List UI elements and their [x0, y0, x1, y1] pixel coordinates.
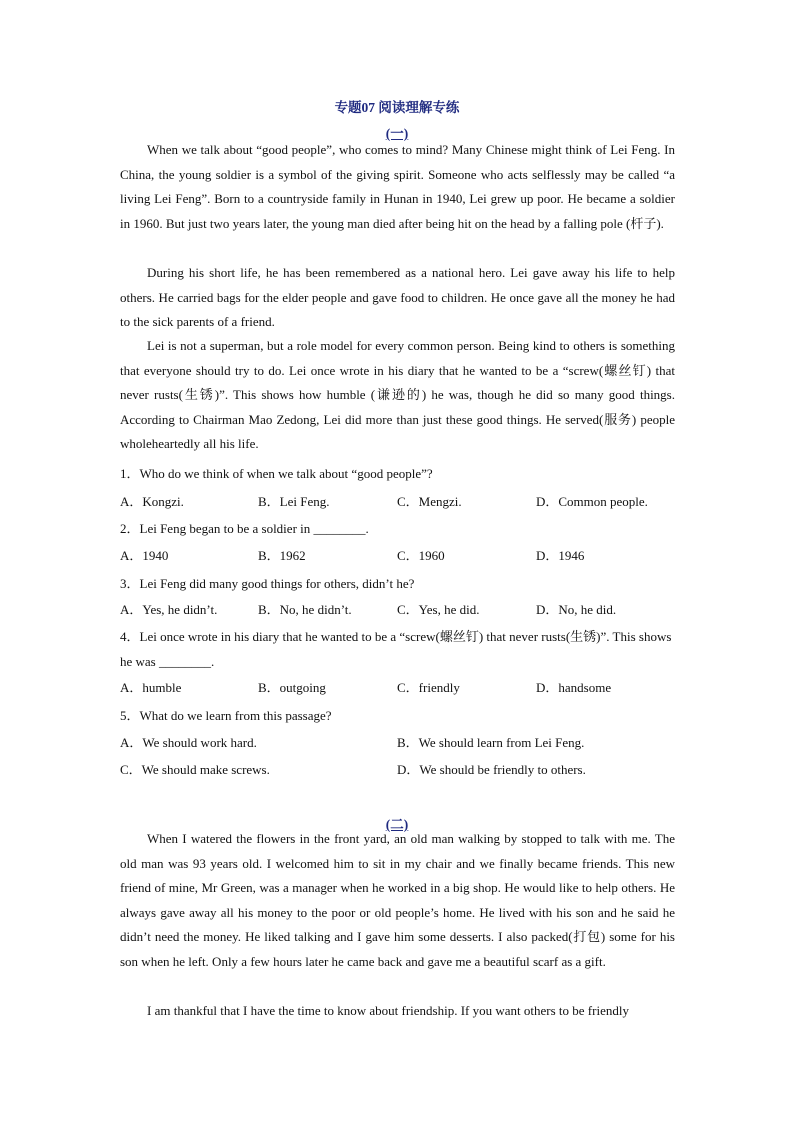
question-2-option-b: B．1962: [258, 548, 306, 563]
question-4-option-b: B．outgoing: [258, 680, 326, 695]
question-2-option-a: A．1940: [120, 548, 169, 563]
passage-one-paragraph-3: Lei is not a superman, but a role model for every common person. Being kind to others is something that everyone should try to do. Lei once wrote in his diary that he wanted to be a “screw(螺丝钉) that never rusts(生锈)”. This shows how humble (谦逊的) he was, though he did so many good things. According to Chairman Mao Zedong, Lei did more than just these good things. He served(服务) people wholeheartedly all his life.: [120, 338, 675, 451]
question-3-stem: 3．Lei Feng did many good things for others, didn’t he?: [120, 576, 415, 591]
question-1-option-d: D．Common people.: [536, 494, 648, 509]
question-1-option-c: C．Mengzi.: [397, 494, 462, 509]
question-5-option-c: C．We should make screws.: [120, 762, 270, 777]
question-3-option-a: A．Yes, he didn’t.: [120, 602, 218, 617]
question-3-option-c: C．Yes, he did.: [397, 602, 480, 617]
question-5-option-a: A．We should work hard.: [120, 735, 257, 750]
question-1-stem: 1．Who do we think of when we talk about “good people”?: [120, 466, 433, 481]
question-5-option-b: B．We should learn from Lei Feng.: [397, 735, 585, 750]
section-two-label: (二): [385, 817, 409, 832]
question-4-option-a: A．humble: [120, 680, 182, 695]
question-3-option-d: D．No, he did.: [536, 602, 617, 617]
question-4-option-c: C．friendly: [397, 680, 460, 695]
question-3-option-b: B．No, he didn’t.: [258, 602, 352, 617]
question-2-option-c: C．1960: [397, 548, 445, 563]
passage-one-paragraph-1: When we talk about “good people”, who comes to mind? Many Chinese might think of Lei Feng. In China, the young soldier is a symbol of the giving spirit. Someone who acts selflessly may be called “a living Lei Feng”. Born to a countryside family in Hunan in 1940, Lei grew up poor. He became a soldier in 1960. But just two years later, the young man died after being hit on the head by a falling pole (杆子).: [120, 142, 675, 231]
page-title: 专题07 阅读理解专练: [334, 100, 460, 115]
passage-two-paragraph-1: When I watered the flowers in the front yard, an old man walking by stopped to talk with me. The old man was 93 years old. I welcomed him to sit in my chair and we finally became friends. This new friend of mine, Mr Green, was a manager when he worked in a big shop. He would like to help others. He always gave away all his money to the poor or old people’s home. He lived with his son and he said he didn’t need the money. He liked talking and I gave him some desserts. I also packed(打包) some for his son when he left. Only a few hours later he came back and gave me a beautiful scarf as a gift.: [120, 831, 675, 969]
question-2-option-d: D．1946: [536, 548, 585, 563]
question-4-stem: 4．Lei once wrote in his diary that he wanted to be a “screw(螺丝钉) that never rusts(生锈)”. This shows he was ________.: [120, 629, 672, 669]
question-2-stem: 2．Lei Feng began to be a soldier in ________.: [120, 521, 369, 536]
question-1-option-b: B．Lei Feng.: [258, 494, 330, 509]
question-4-option-d: D．handsome: [536, 680, 612, 695]
question-5-option-d: D．We should be friendly to others.: [397, 762, 586, 777]
passage-one-paragraph-2: During his short life, he has been remembered as a national hero. Lei gave away his life to help others. He carried bags for the elder people and gave food to children. He once gave all the money he had to the sick parents of a friend.: [120, 265, 675, 329]
question-5-stem: 5．What do we learn from this passage?: [120, 708, 332, 723]
question-1-option-a: A．Kongzi.: [120, 494, 184, 509]
passage-two-paragraph-2: I am thankful that I have the time to know about friendship. If you want others to be friendly: [147, 1003, 629, 1018]
section-one-label: (一): [385, 126, 409, 141]
